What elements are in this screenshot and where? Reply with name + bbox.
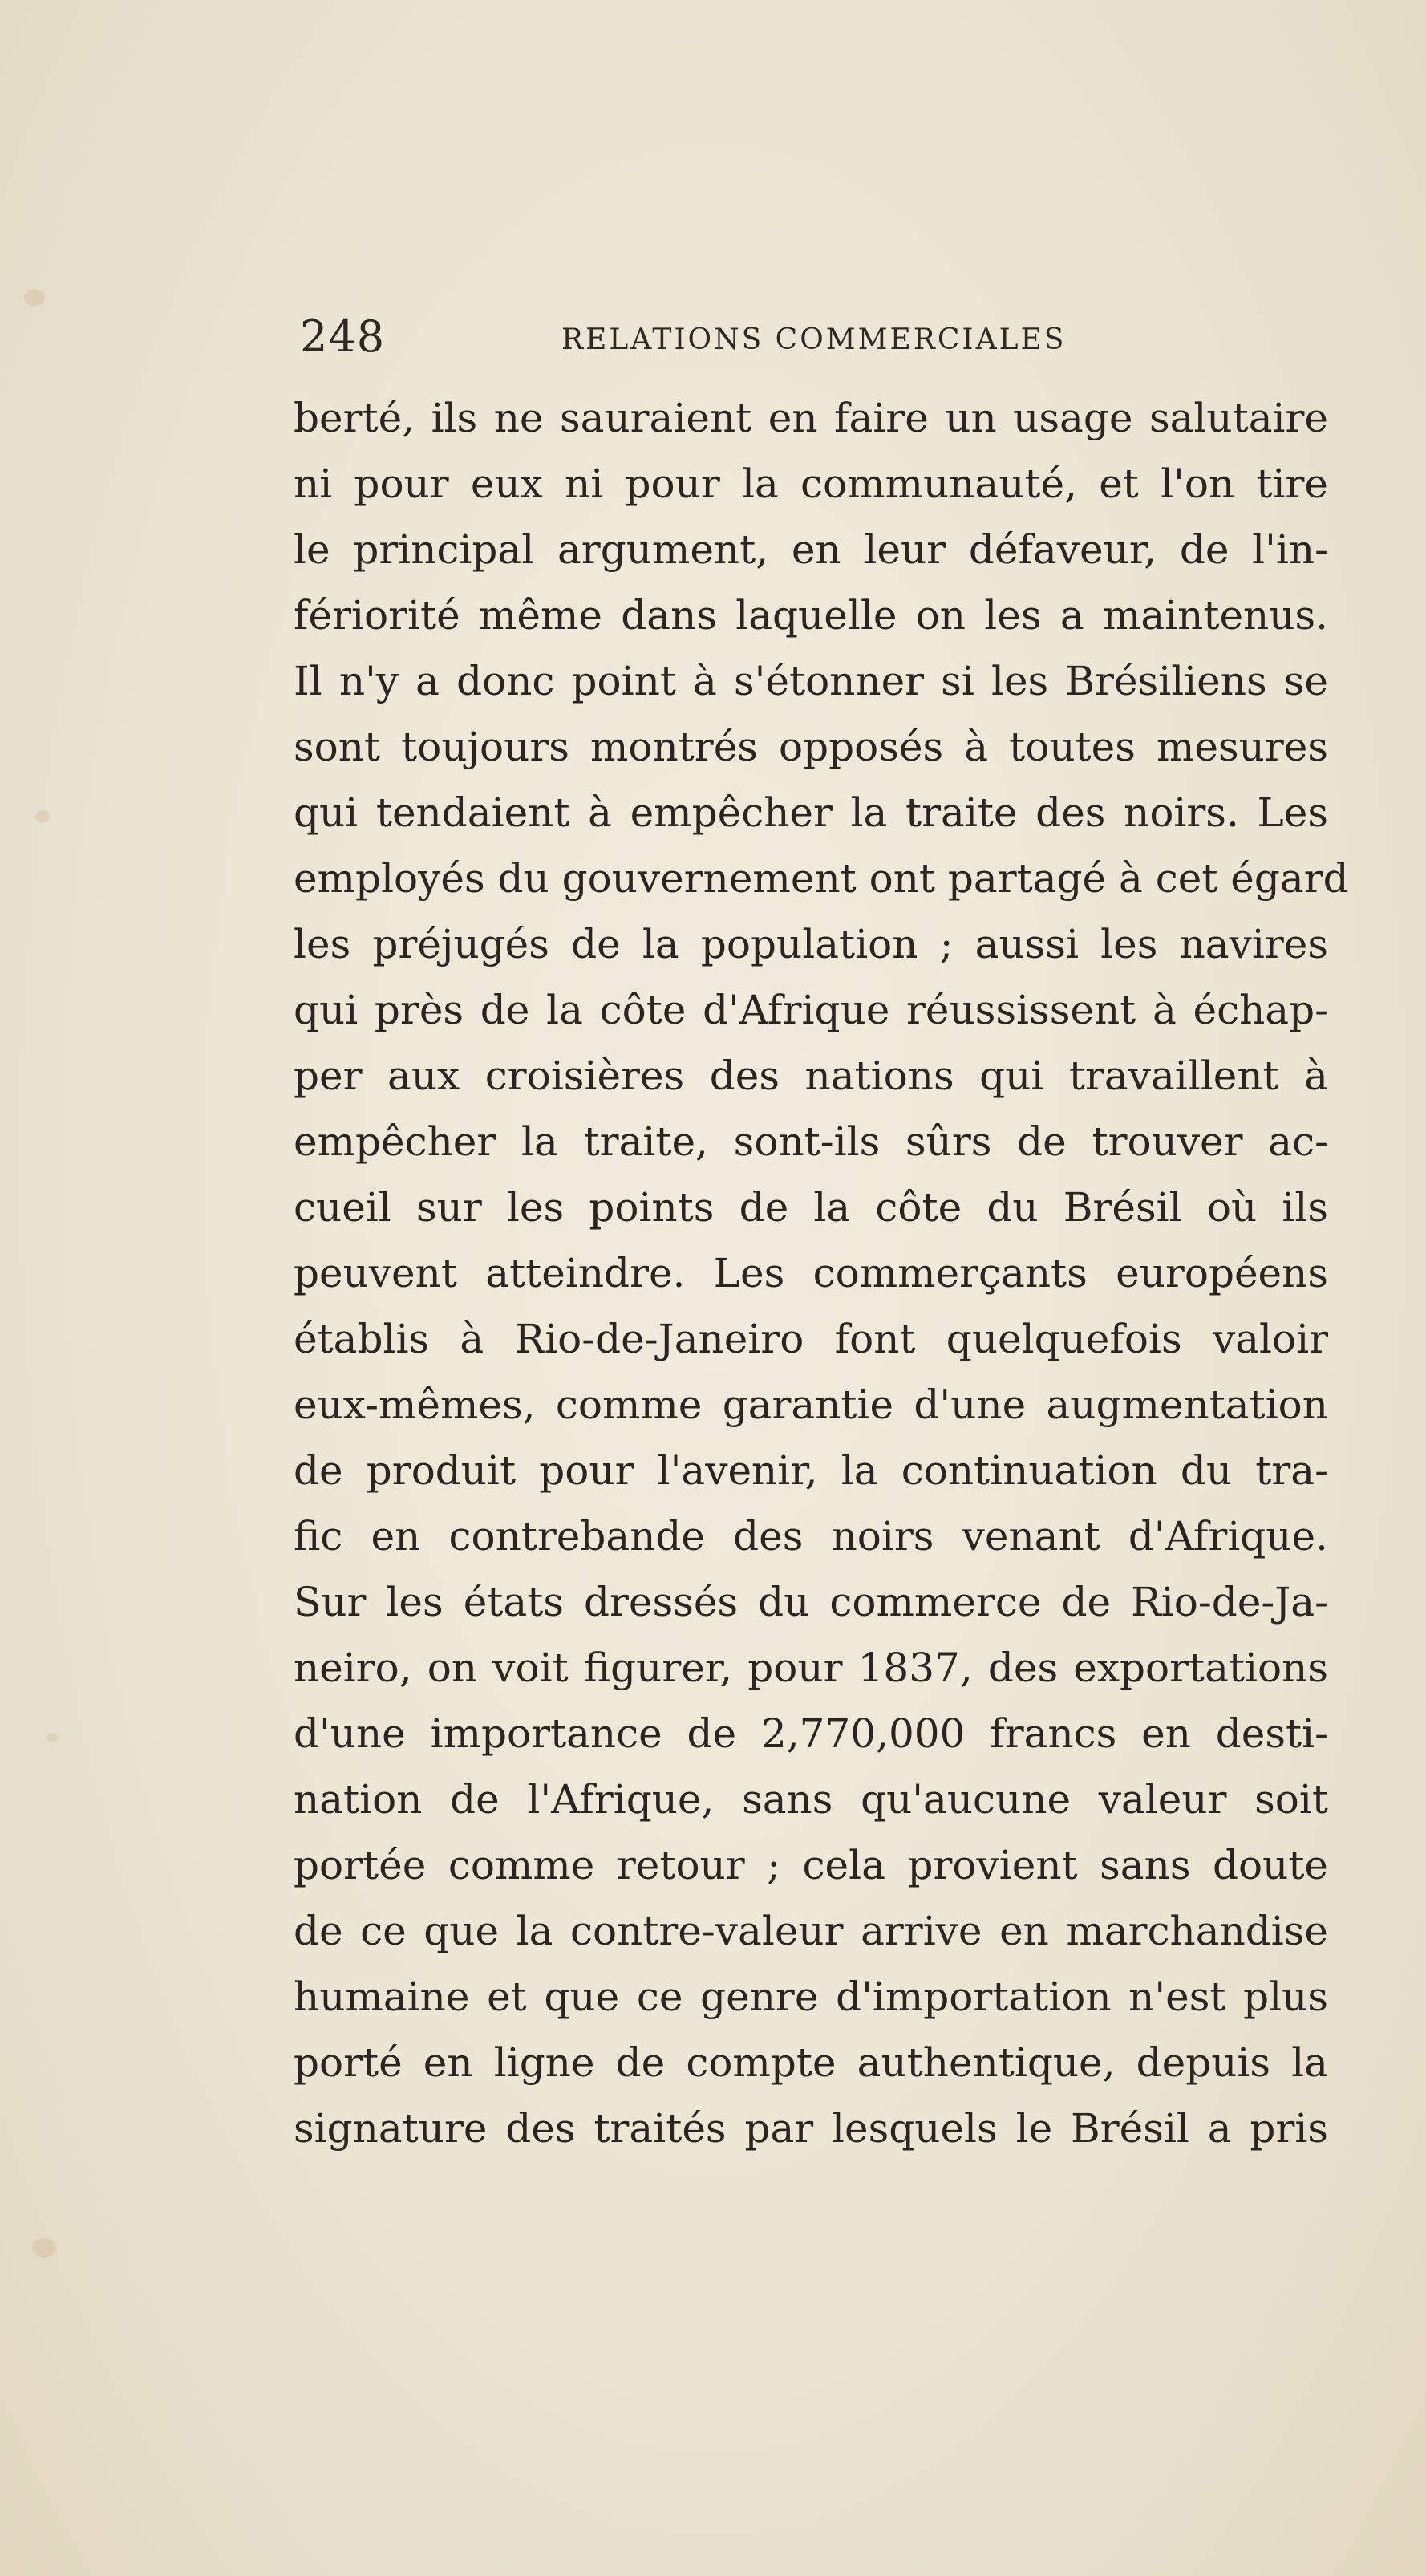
text-line: sont toujours montrés opposés à toutes mesures [294, 724, 1328, 770]
text-line: eux-mêmes, comme garantie d'une augmentation [294, 1381, 1328, 1428]
text-line: ni pour eux ni pour la communauté, et l'on tire [294, 460, 1328, 507]
text-line: Sur les états dressés du commerce de Rio-de-Ja- [294, 1579, 1328, 1625]
text-line: porté en ligne de compte authentique, depuis la [294, 2039, 1328, 2086]
text-line: peuvent atteindre. Les commerçants européens [294, 1250, 1328, 1296]
page-number: 248 [300, 311, 386, 362]
text-line: établis à Rio-de-Janeiro font quelquefois valoir [294, 1316, 1328, 1362]
text-line: berté, ils ne sauraient en faire un usage salutaire [294, 395, 1328, 441]
text-line: fériorité même dans laquelle on les a maintenus. [294, 592, 1328, 639]
text-line: humaine et que ce genre d'importation n'est plus [294, 1974, 1328, 2020]
text-line: cueil sur les points de la côte du Brésil où ils [294, 1184, 1328, 1231]
text-line: qui près de la côte d'Afrique réussissent à échap- [294, 987, 1328, 1033]
text-line: Il n'y a donc point à s'étonner si les Brésiliens se [294, 658, 1328, 704]
text-line: nation de l'Afrique, sans qu'aucune valeur soit [294, 1776, 1328, 1823]
text-line: de produit pour l'avenir, la continuation du tra- [294, 1447, 1328, 1494]
text-line: qui tendaient à empêcher la traite des noirs. Les [294, 789, 1328, 836]
text-line: les préjugés de la population ; aussi les navires [294, 921, 1328, 968]
text-line: per aux croisières des nations qui travaillent à [294, 1053, 1328, 1099]
text-line: empêcher la traite, sont-ils sûrs de trouver ac- [294, 1118, 1328, 1165]
text-line: portée comme retour ; cela provient sans doute [294, 1842, 1328, 1888]
text-line: d'une importance de 2,770,000 francs en desti- [294, 1710, 1328, 1757]
text-line: fic en contrebande des noirs venant d'Afrique. [294, 1513, 1328, 1560]
foxing-spot [24, 289, 45, 306]
running-head: RELATIONS COMMERCIALES [561, 323, 1067, 356]
foxing-spot [35, 810, 50, 823]
foxing-spot [47, 1733, 58, 1742]
text-line: neiro, on voit figurer, pour 1837, des exportations [294, 1645, 1328, 1691]
text-line: de ce que la contre-valeur arrive en marchandise [294, 1908, 1328, 1954]
page-header [300, 305, 1327, 369]
body-text [294, 385, 1349, 2161]
text-line: employés du gouvernement ont partagé à cet égard [294, 855, 1349, 902]
text-line: le principal argument, en leur défaveur, de l'in- [294, 526, 1328, 573]
text-line: signature des traités par lesquels le Brésil a pris [294, 2105, 1328, 2152]
foxing-spot [32, 2238, 56, 2258]
